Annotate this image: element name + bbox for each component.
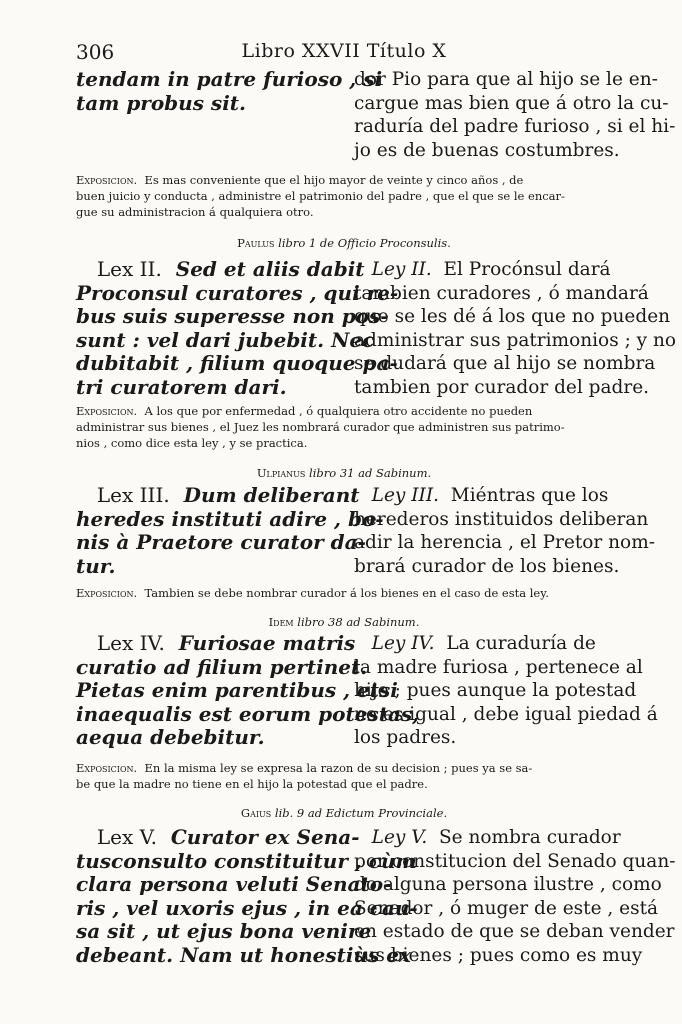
latin-text: Lex V. Curator ex Sena- tusconsulto constituitur , cùm clara persona veluti Senato- ris , vel uxoris ejus , in ea cau- sa sit , ut ejus bona venire debeant. Nam ut honestiùs ex (76, 825, 418, 967)
exposicion-1: Exposicion. A los que por enfermedad , ó qualquiera otro accidente no pueden administrar sus bienes , el Juez les nombrará curador que administren sus patrimo- nios , como dice esta ley , y se practica. (76, 404, 565, 450)
ley-number: Ley II. (371, 259, 432, 280)
law-block-4 (76, 631, 658, 752)
spanish-text: dor Pio para que al hijo se le en- cargue mas bien que á otro la cu- raduría del padre furioso , si el hi- jo es de buenas costumbres. (354, 69, 676, 161)
law-continuation (76, 67, 676, 161)
spanish-text: Ley V. Se nombra curador por constitucion del Senado quan- do alguna persona ilustre , como Senador , ó muger de este , está en estado de que se deban vender sus bienes ; pues como es muy (354, 827, 676, 966)
latin-text: tendam in patre furioso , si tam probus sit. (76, 67, 383, 115)
spanish-text: Ley IV. La curaduría de la madre furiosa , pertenece al hijo ; pues aunque la potestad no es igual , debe igual piedad á los padres. (354, 633, 658, 748)
lex-number: Lex II. (96, 257, 162, 281)
law-block-3 (76, 483, 655, 580)
exposicion-0: Exposicion. Es mas conveniente que el hijo mayor de veinte y cinco años , de buen juicio y conducta , administre el patrimonio del padre , que el que se le encar- gue su administracion á qualquiera otro. (76, 173, 565, 219)
page-header (76, 40, 612, 68)
law-block-5 (76, 825, 676, 976)
exposicion-2: Exposicion. Tambien se debe nombrar curador á los bienes en el caso de esta ley. (76, 586, 549, 600)
latin-text: Lex II. Sed et aliis dabit Proconsul curatores , qui re- bus suis superesse non pos- sunt : vel dari jubebit. Nec dubitabit , filium quoque pa- tri curatorem dari. (76, 257, 399, 399)
spanish-text: Ley III. Miéntras que los herederos instituidos deliberan adir la herencia , el Pretor nom- brará curador de los bienes. (354, 485, 655, 577)
page-number: 306 (76, 40, 115, 64)
latin-text: Lex III. Dum deliberant heredes instituti adire , bo- nis à Praetore curator da- tur. (76, 483, 384, 578)
source-citation: Ulpianus libro 31 ad Sabinum. (256, 466, 432, 480)
running-title: Libro XXVII Título X (241, 40, 447, 62)
law-block-2 (76, 257, 677, 399)
source-citation: Gaius lib. 9 ad Edictum Provinciale. (240, 806, 448, 820)
source-citation: Paulus libro 1 de Officio Proconsulis. (237, 236, 451, 250)
source-citation: Idem libro 38 ad Sabinum. (268, 615, 420, 629)
exposicion-3: Exposicion. En la misma ley se expresa la razon de su decision ; pues ya se sa- be que la madre no tiene en el hijo la potestad que el padre. (76, 761, 533, 791)
latin-text: Lex IV. Furiosae matris curatio ad filium pertinet. Pietas enim parentibus , etsi inaequalis est eorum potestas, aequa debebitur. (76, 631, 420, 749)
exposicion-label: Exposicion. (76, 173, 138, 187)
spanish-text: Ley II. El Procónsul dará tambien curadores , ó mandará que se les dé á los que no pueden administrar sus patrimonios ; y no se dudará que al hijo se nombra tambien por curador del padre. (354, 259, 677, 398)
